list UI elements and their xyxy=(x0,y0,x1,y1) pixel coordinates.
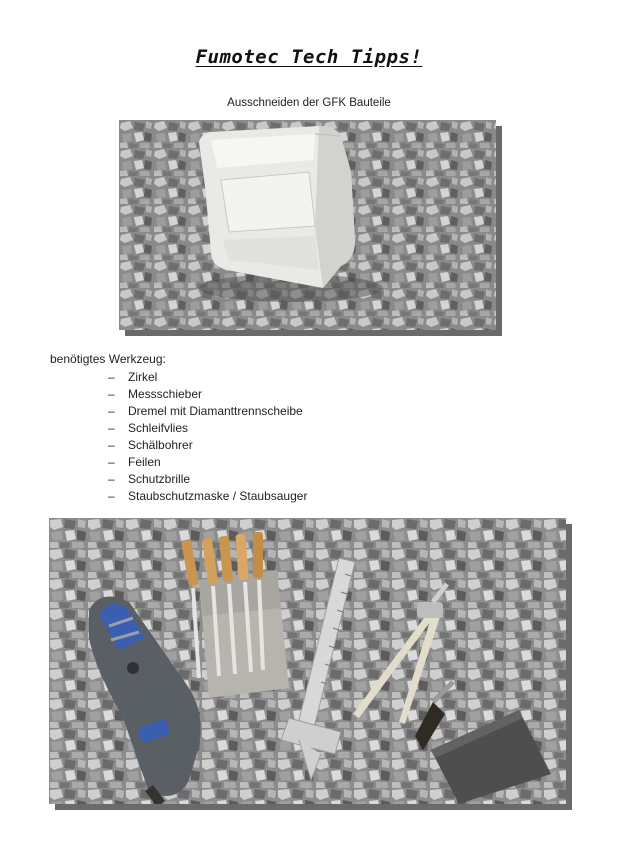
list-bullet: – xyxy=(108,370,115,384)
tool-name: Staubschutzmaske / Staubsauger xyxy=(128,489,308,503)
list-item xyxy=(108,471,307,488)
tools-photo xyxy=(49,518,566,804)
list-item xyxy=(108,488,307,505)
tool-name: Schleifvlies xyxy=(128,421,189,435)
list-bullet: – xyxy=(108,438,115,452)
tool-name: Schälbohrer xyxy=(128,438,193,452)
list-bullet: – xyxy=(108,489,115,503)
photo-caption: Ausschneiden der GFK Bauteile xyxy=(227,97,391,109)
tool-name: Feilen xyxy=(128,455,161,469)
tool-name: Zirkel xyxy=(128,370,158,384)
list-bullet: – xyxy=(108,387,115,401)
list-bullet: – xyxy=(108,404,115,418)
list-item xyxy=(108,437,307,454)
tool-name: Dremel mit Diamanttrennscheibe xyxy=(128,404,303,418)
list-bullet: – xyxy=(108,472,115,486)
tool-name: Messschieber xyxy=(128,387,203,401)
list-item xyxy=(108,369,307,386)
list-item xyxy=(108,420,307,437)
gfk-part-photo xyxy=(119,120,496,330)
page-title: Fumotec Tech Tipps! xyxy=(195,46,423,68)
list-item xyxy=(108,386,307,403)
tool-name: Schutzbrille xyxy=(128,472,191,486)
tool-list xyxy=(108,369,307,505)
tools-heading: benötigtes Werkzeug: xyxy=(50,352,166,366)
list-bullet: – xyxy=(108,421,115,435)
list-item xyxy=(108,454,307,471)
gfk-part-icon xyxy=(199,126,355,288)
list-item xyxy=(108,403,307,420)
list-bullet: – xyxy=(108,455,115,469)
